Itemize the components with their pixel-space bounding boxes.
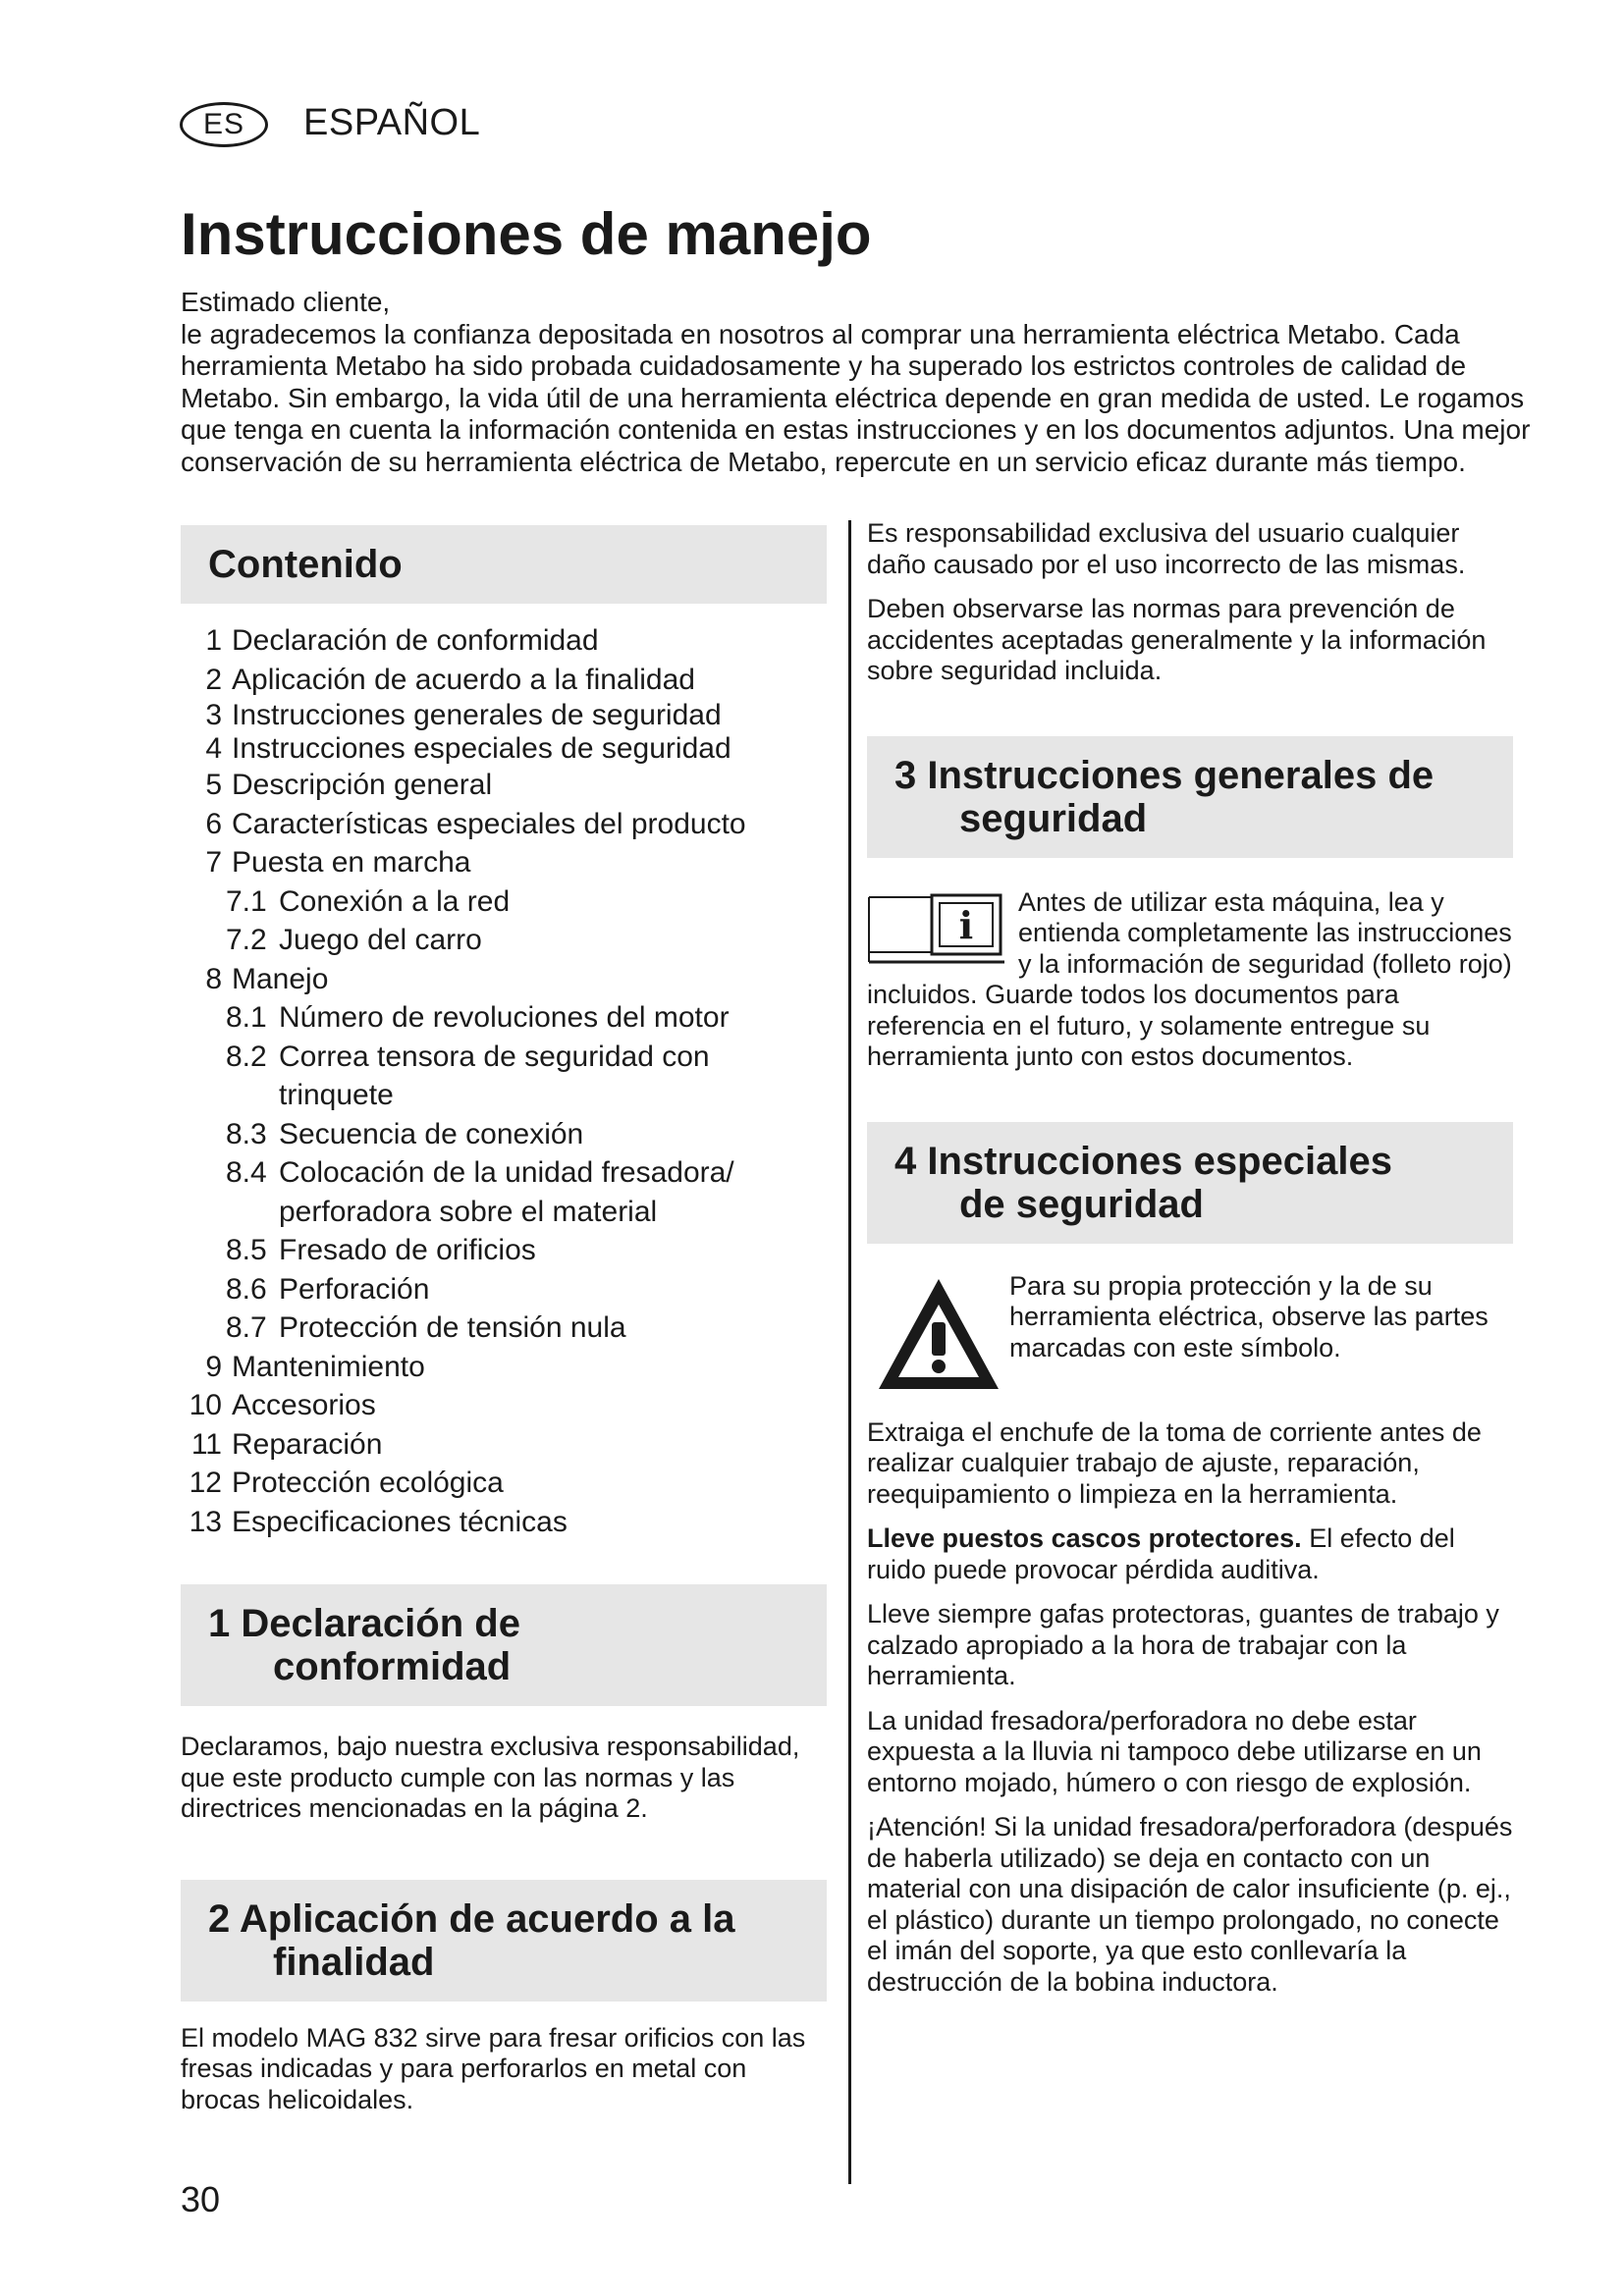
section-2-heading: 2 Aplicación de acuerdo a la finalidad	[181, 1880, 827, 2002]
toc-item[interactable]: 3 Instrucciones generales de seguridad	[205, 699, 722, 731]
section-2-text: El modelo MAG 832 sirve para fresar orificios con las fresas indicadas y para perforarlos en metal con brocas helicoidales.	[181, 2022, 806, 2114]
toc-item[interactable]: 10 Accesorios	[189, 1389, 376, 1421]
toc-subitem[interactable]: 7.2 Juego del carro	[226, 924, 482, 956]
toc-item[interactable]: 2 Aplicación de acuerdo a la finalidad	[205, 663, 695, 696]
section-4-warning-text: Para su propia protección y la de su herramienta eléctrica, observe las partes marcadas con este símbolo.	[1009, 1270, 1489, 1362]
toc-item[interactable]: 7 Puesta en marcha	[205, 846, 471, 879]
toc-item[interactable]: 8 Manejo	[205, 962, 329, 995]
intro	[181, 287, 1532, 478]
intro-greeting: Estimado cliente,	[181, 287, 391, 317]
manual-info-icon	[867, 891, 1004, 974]
toc-item[interactable]: 1 Declaración de conformidad	[205, 624, 599, 657]
section-4-p1: Extraiga el enchufe de la toma de corriente antes de realizar cualquier trabajo de ajuste, reparación, reequipamiento o limpieza en la herramienta.	[867, 1416, 1482, 1509]
section-2-continued-1: Es responsabilidad exclusiva del usuario cualquier daño causado por el uso incorrecto de las mismas.	[867, 518, 1466, 579]
section-4-p2: Lleve puestos cascos protectores. El efecto del ruido puede provocar pérdida auditiva.	[867, 1523, 1455, 1584]
info-glyph: i	[958, 902, 974, 947]
section-2-continued-2: Deben observarse las normas para prevención de accidentes aceptadas generalmente y la información sobre seguridad incluida.	[867, 594, 1487, 685]
toc-subitem[interactable]: 8.3 Secuencia de conexión	[226, 1117, 584, 1150]
right-column	[867, 518, 1513, 1998]
table-of-contents	[181, 621, 827, 1541]
section-4-p3: Lleve siempre gafas protectoras, guantes de trabajo y calzado apropiado a la hora de trabajar con la herramienta.	[867, 1599, 1499, 1690]
toc-subitem[interactable]: 8.7 Protección de tensión nula	[226, 1311, 626, 1344]
toc-subitem[interactable]: 8.1 Número de revoluciones del motor	[226, 1001, 730, 1034]
intro-text: le agradecemos la confianza depositada en nosotros al comprar una herramienta eléctrica Metabo. Cada herramienta Metabo ha sido probada cuidadosamente y ha superado los estrictos controles de calidad de Metabo. Sin embargo, la vida útil de una herramienta eléctrica depende en gran medida de usted. Le rogamos que tenga en cuenta la información contenida en estas instrucciones y en los documentos adjuntos. Una mejor conservación de su herramienta eléctrica de Metabo, repercute en un servicio eficaz durante más tiempo.	[181, 318, 1531, 477]
toc-item[interactable]: 6 Características especiales del producto	[205, 807, 746, 840]
warning-notice	[867, 1271, 1513, 1394]
column-divider	[848, 520, 851, 2184]
left-column	[181, 525, 827, 2115]
page-title: Instrucciones de manejo	[181, 201, 872, 267]
toc-subitem[interactable]: 7.1 Conexión a la red	[226, 884, 511, 918]
hearing-protection-warning: Lleve puestos cascos protectores.	[867, 1523, 1302, 1553]
contents-heading: Contenido	[181, 525, 827, 604]
section-1-heading: 1 Declaración de conformidad	[181, 1584, 827, 1706]
language-badge: ES	[180, 102, 268, 147]
toc-subitem[interactable]: 8.4 Colocación de la unidad fresadora/ perforadora sobre el material	[226, 1156, 734, 1228]
section-1-text: Declaramos, bajo nuestra exclusiva responsabilidad, que este producto cumple con las normas y las directrices mencionadas en la página 2.	[181, 1732, 800, 1823]
section-4-heading: 4 Instrucciones especiales de seguridad	[867, 1122, 1513, 1244]
section-3-text: Antes de utilizar esta máquina, lea y entienda completamente las instrucciones y la información de seguridad (folleto rojo) incluidos. Guarde todos los documentos para referencia en el futuro, y solamente entregue su herramienta junto con estos documentos.	[867, 886, 1512, 1071]
toc-subitem[interactable]: 8.2 Correa tensora de seguridad con trinquete	[226, 1040, 710, 1111]
toc-item[interactable]: 9 Mantenimiento	[205, 1350, 425, 1383]
toc-item[interactable]: 4 Instrucciones especiales de seguridad	[205, 732, 731, 765]
toc-item[interactable]: 12 Protección ecológica	[189, 1467, 504, 1499]
section-4-p4: La unidad fresadora/perforadora no debe estar expuesta a la lluvia ni tampoco debe utilizarse en un entorno mojado, húmero o con riesgo de explosión.	[867, 1705, 1482, 1797]
toc-subitem[interactable]: 8.6 Perforación	[226, 1272, 430, 1306]
section-4-p5: ¡Atención! Si la unidad fresadora/perforadora (después de haberla utilizado) se deja en contacto con un material con una disipación de calor insuficiente (p. ej., el plástico) durante un tiempo prolongado, no conecte el imán del soporte, ya que esto conllevaría la destrucción de la bobina inductora.	[867, 1812, 1513, 1997]
section-3-heading: 3 Instrucciones generales de seguridad	[867, 736, 1513, 858]
toc-subitem[interactable]: 8.5 Fresado de orificios	[226, 1234, 536, 1266]
info-notice	[867, 887, 1513, 1073]
warning-triangle-icon	[875, 1275, 1002, 1393]
toc-item[interactable]: 13 Especificaciones técnicas	[189, 1505, 568, 1538]
toc-item[interactable]: 5 Descripción general	[205, 769, 493, 801]
language-label: ESPAÑOL	[303, 102, 481, 143]
page-number: 30	[181, 2179, 221, 2219]
toc-item[interactable]: 11 Reparación	[190, 1427, 383, 1461]
